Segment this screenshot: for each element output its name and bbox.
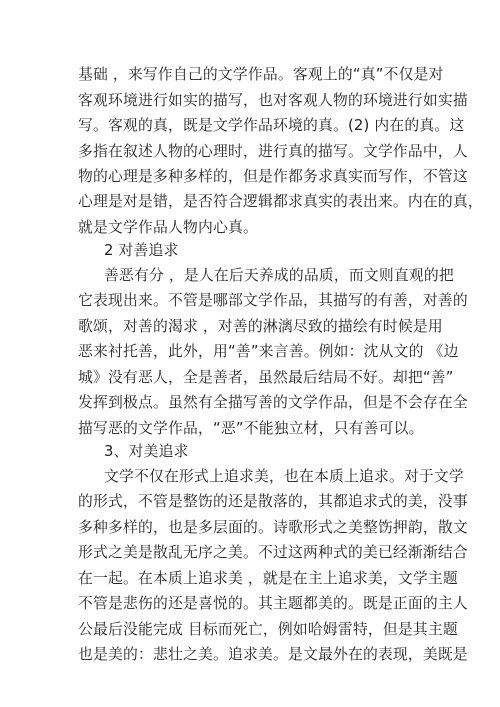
section-heading: 2 对善追求 [104,242,179,259]
text-line: 公最后没能完成 目标而死亡，例如哈姆雷特，但是其主题 [78,621,458,638]
text-line: 歌颂，对善的渴求 ，对善的淋漓尽致的描绘有时候是用 [78,318,443,335]
text-line: 基础 ，来写作自己的文学作品。客观上的“真”不仅是对 [78,66,444,83]
text-line: 多指在叙述人物的心理时，进行真的描写。文学作品中，人 [78,143,468,160]
text-line: 写。客观的真，既是文学作品环境的真。(2) 内在的真。这 [78,117,465,134]
section-heading: 3、对美追求 [104,443,189,460]
text-line: 它表现出来。不管是哪部文学作品，其描写的有善，对善的 [78,292,468,309]
text-line: 在一起。在本质上追求美 ，就是在主上追求美，文学主题 [78,570,458,587]
text-line: 形式之美是散乱无序之美。不过这两种式的美已经渐渐结合 [78,544,468,561]
text-line: 不管是悲伤的还是喜悦的。其主题都美的。既是正面的主人 [78,595,468,612]
text-line: 文学不仅在形式上追求美，也在本质上追求。对于文学 [104,468,464,485]
text-line: 物的心理是多种多样的，但是作都务求真实而写作，不管这 [78,168,468,185]
text-line: 善恶有分 ，是人在后天养成的品质，而文则直观的把 [104,267,454,284]
text-line: 的形式，不管是整饬的还是散落的，其都追求式的美，没事 [78,493,468,510]
text-line: 就是文学作品人物内心真。 [78,219,258,236]
text-line: 城》没有恶人，全是善者，虽然最后结局不好。却把“善” [78,369,454,386]
text-line: 发挥到极点。虽然有全描写善的文学作品，但是不会存在全 [78,394,468,411]
text-line: 多种多样的，也是多层面的。诗歌形式之美整饬押韵，散文 [78,519,468,536]
text-line: 描写恶的文学作品，“恶”不能独立材，只有善可以。 [78,420,424,437]
text-line: 心理是对是错，是否符合逻辑都求真实的表出来。内在的真， [78,193,483,210]
text-line: 恶来衬托善，此外，用“善”来言善。例如：沈从文的 《边 [78,343,459,360]
text-line: 也是美的：悲壮之美。追求美。是文最外在的表现，美既是 [78,646,468,663]
text-line: 客观环境进行如实的描写，也对客观人物的环境进行如实描 [78,92,468,109]
